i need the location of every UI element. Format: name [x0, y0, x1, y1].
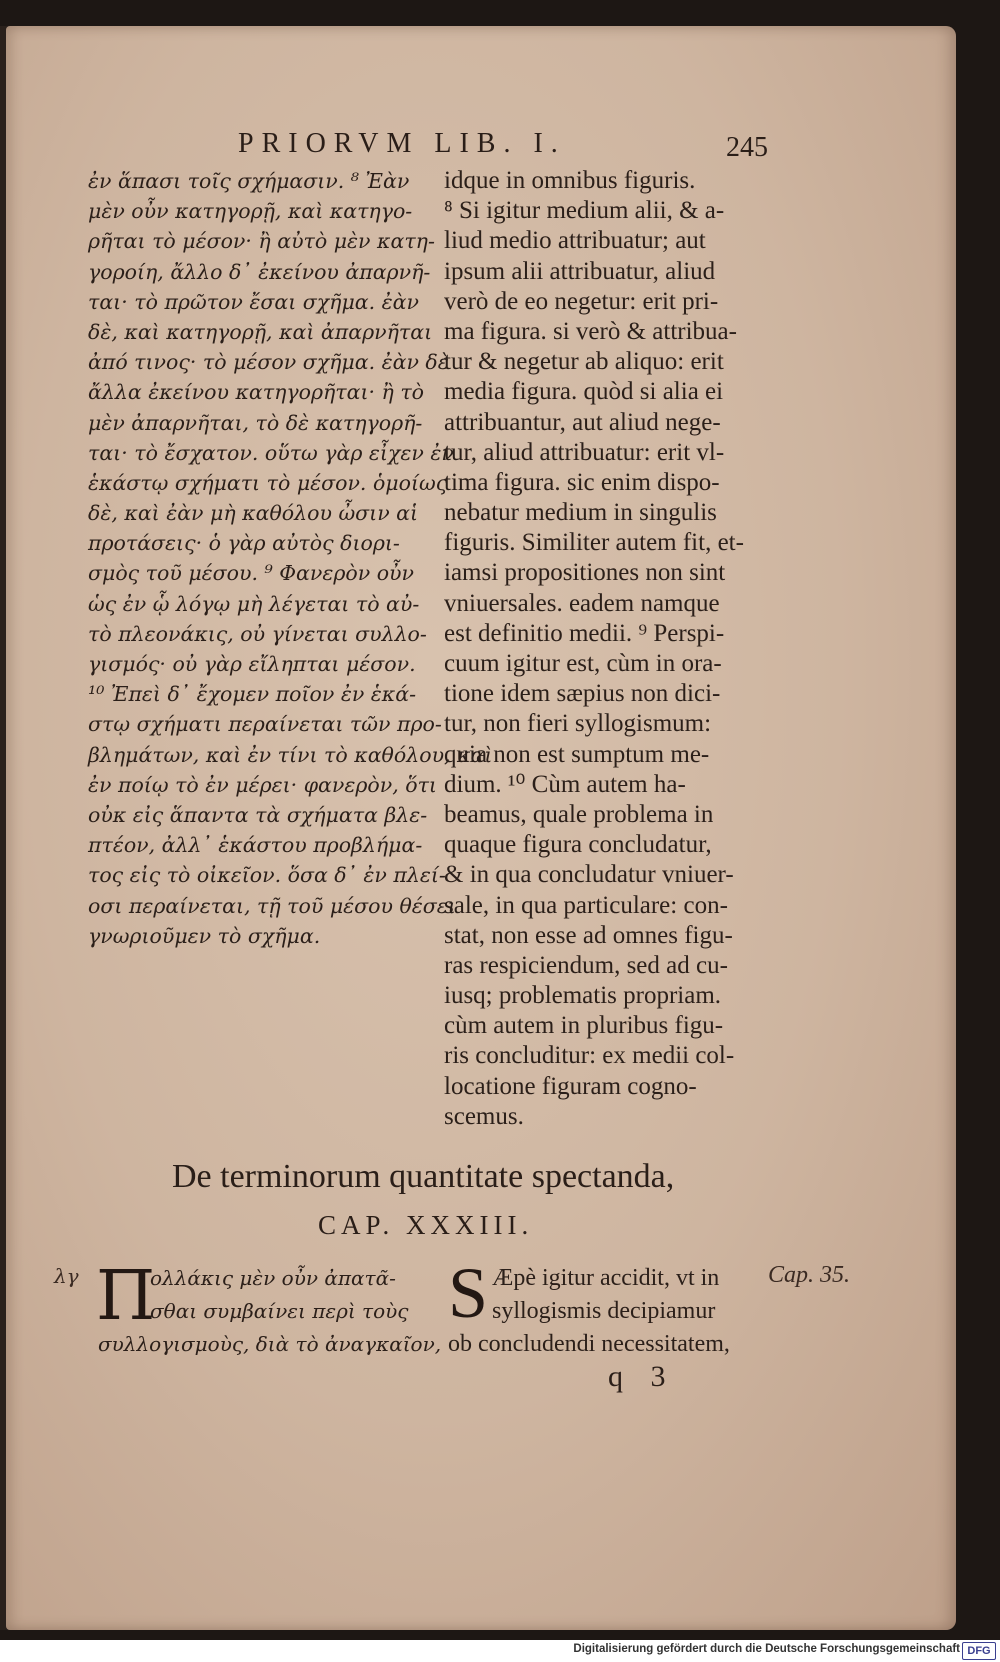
greek-line: ἀπό τινος· τὸ μέσον σχῆμα. ἐὰν δὲ	[88, 350, 449, 375]
latin-line: Æpè igitur accidit, vt in	[492, 1265, 720, 1291]
latin-chapter-text	[492, 1262, 772, 1328]
latin-line: syllogismis decipiamur	[492, 1298, 716, 1324]
latin-line: cùm autem in pluribus figu-	[444, 1012, 724, 1040]
greek-line: ται· τὸ πρῶτον ἔσαι σχῆμα. ἐὰν	[88, 289, 419, 314]
greek-line: σθαι συμβαίνει περὶ τοὺς	[150, 1299, 409, 1323]
greek-chapter-text	[150, 1262, 420, 1328]
greek-line: ἐν ἅπασι τοῖς σχήμασιν. ⁸ Ἐὰν	[88, 169, 410, 193]
greek-line: ολλάκις μὲν οὖν ἀπατᾶ-	[150, 1266, 396, 1290]
dfg-logo: DFG	[962, 1642, 996, 1660]
latin-line: quaque figura concludatur,	[444, 831, 712, 859]
latin-line: liud medio attribuatur; aut	[444, 227, 706, 255]
greek-line: οὐκ εἰς ἅπαντα τὰ σχήματα βλε-	[88, 802, 428, 827]
latin-line: ras respiciendum, sed ad cu-	[444, 951, 728, 979]
latin-line: vniuersales. eadem namque	[444, 589, 720, 617]
latin-line: ma figura. si verò & attribua-	[444, 317, 737, 345]
greek-text-column	[88, 166, 493, 951]
greek-line: βλημάτων, καὶ ἐν τίνι τὸ καθόλου, καὶ	[88, 742, 493, 767]
latin-line: idque in omnibus figuris.	[444, 167, 696, 194]
latin-text-column	[444, 166, 776, 1132]
latin-line: ob concludendi necessitatem,	[448, 1331, 730, 1357]
latin-line: beamus, quale problema in	[444, 800, 714, 828]
running-head: PRIORVM LIB. I.	[238, 128, 566, 159]
greek-line: ται· τὸ ἔσχατον. οὕτω γὰρ εἶχεν ἐν	[88, 440, 454, 465]
latin-line: ⁸ Si igitur medium alii, & a-	[444, 197, 725, 225]
latin-line: verò de eo negetur: erit pri-	[444, 287, 719, 315]
latin-line: iamsi propositiones non sint	[444, 559, 726, 587]
digitization-credit: Digitalisierung gefördert durch die Deutsche Forschungsgemeinschaft	[573, 1643, 960, 1655]
latin-line: cuum igitur est, cùm in ora-	[444, 650, 722, 677]
latin-line: tima figura. sic enim dispo-	[444, 468, 720, 496]
greek-line: οσι περαίνεται, τῇ τοῦ μέσου θέσει	[88, 893, 456, 918]
greek-line: πτέον, ἀλλ᾽ ἑκάστου προβλήμα-	[88, 833, 423, 858]
latin-drop-capital: S	[448, 1253, 489, 1333]
latin-line: locatione figuram cogno-	[444, 1072, 697, 1100]
signature-mark: q 3	[608, 1360, 676, 1393]
latin-line: ipsum alii attribuatur, aliud	[444, 257, 716, 285]
greek-line: μὲν οὖν κατηγορῇ, καὶ κατηγο-	[88, 199, 413, 224]
latin-line: tur & negetur ab aliquo: erit	[444, 348, 724, 376]
margin-note-left: λγ	[54, 1264, 79, 1288]
latin-line: & in qua concludatur vniuer-	[444, 861, 734, 889]
latin-line: dium. ¹⁰ Cùm autem ha-	[444, 770, 686, 798]
greek-line: δὲ, καὶ ἐὰν μὴ καθόλου ὦσιν αἱ	[88, 501, 419, 526]
latin-line: sale, in qua particulare: con-	[444, 891, 728, 919]
greek-line: γισμός· οὐ γὰρ εἴληπται μέσον.	[88, 652, 416, 676]
latin-line: est definitio medii. ⁹ Perspi-	[444, 619, 725, 647]
greek-line: ἄλλα ἐκείνου κατηγορῆται· ἢ τὸ	[88, 380, 425, 405]
latin-line: nebatur medium in singulis	[444, 499, 717, 527]
greek-drop-capital: Π	[96, 1257, 156, 1336]
latin-line: iusq; problematis propriam.	[444, 982, 722, 1010]
latin-line: ris concluditur: ex medii col-	[444, 1042, 735, 1070]
latin-line: quia non est sumptum me-	[444, 740, 710, 768]
greek-line: στῳ σχήματι περαίνεται τῶν προ-	[88, 712, 442, 737]
latin-line: tione idem sæpius non dici-	[444, 680, 721, 708]
greek-line: γοροίη, ἄλλο δ᾽ ἐκείνου ἀπαρνῆ-	[88, 259, 431, 284]
latin-line: attribuantur, aut aliud nege-	[444, 408, 721, 436]
greek-line: τὸ πλεονάκις, οὐ γίνεται συλλο-	[88, 621, 427, 646]
greek-line: δὲ, καὶ κατηγορῇ, καὶ ἀπαρνῆται	[88, 319, 433, 344]
greek-line: συλλογισμοὺς, διὰ τὸ ἀναγκαῖον,	[98, 1332, 442, 1356]
chapter-title: De terminorum quantitate spectanda,	[172, 1158, 675, 1195]
greek-line: σμὸς τοῦ μέσου. ⁹ Φανερὸν οὖν	[88, 561, 414, 586]
greek-line: ἑκάστῳ σχήματι τὸ μέσον. ὁμοίως	[88, 470, 448, 495]
chapter-number: CAP. XXXIII.	[318, 1210, 534, 1240]
greek-line: μὲν ἀπαρνῆται, τὸ δὲ κατηγορῆ-	[88, 410, 423, 435]
greek-line: ρῆται τὸ μέσον· ἢ αὐτὸ μὲν κατη-	[88, 229, 435, 254]
page-number: 245	[726, 132, 768, 163]
margin-note-right: Cap. 35.	[768, 1262, 851, 1288]
latin-line: tur, aliud attribuatur: erit vl-	[444, 438, 725, 466]
greek-line: προτάσεις· ὁ γὰρ αὐτὸς διορι-	[88, 531, 400, 556]
greek-line: ¹⁰ Ἐπεὶ δ᾽ ἔχομεν ποῖον ἐν ἑκά-	[88, 682, 417, 707]
latin-line: scemus.	[444, 1102, 524, 1130]
greek-line: γνωριοῦμεν τὸ σχῆμα.	[88, 923, 321, 948]
latin-line: figuris. Similiter autem fit, et-	[444, 529, 744, 557]
latin-line: stat, non esse ad omnes figu-	[444, 921, 733, 949]
latin-line: tur, non fieri syllogismum:	[444, 710, 712, 738]
greek-line: ἐν ποίῳ τὸ ἐν μέρει· φανερὸν, ὅτι	[88, 772, 437, 797]
latin-line: media figura. quòd si alia ei	[444, 378, 724, 406]
greek-line: ὡς ἐν ᾧ λόγῳ μὴ λέγεται τὸ αὐ-	[88, 591, 420, 616]
greek-line: τος εἰς τὸ οἰκεῖον. ὅσα δ᾽ ἐν πλεί-	[88, 863, 446, 888]
